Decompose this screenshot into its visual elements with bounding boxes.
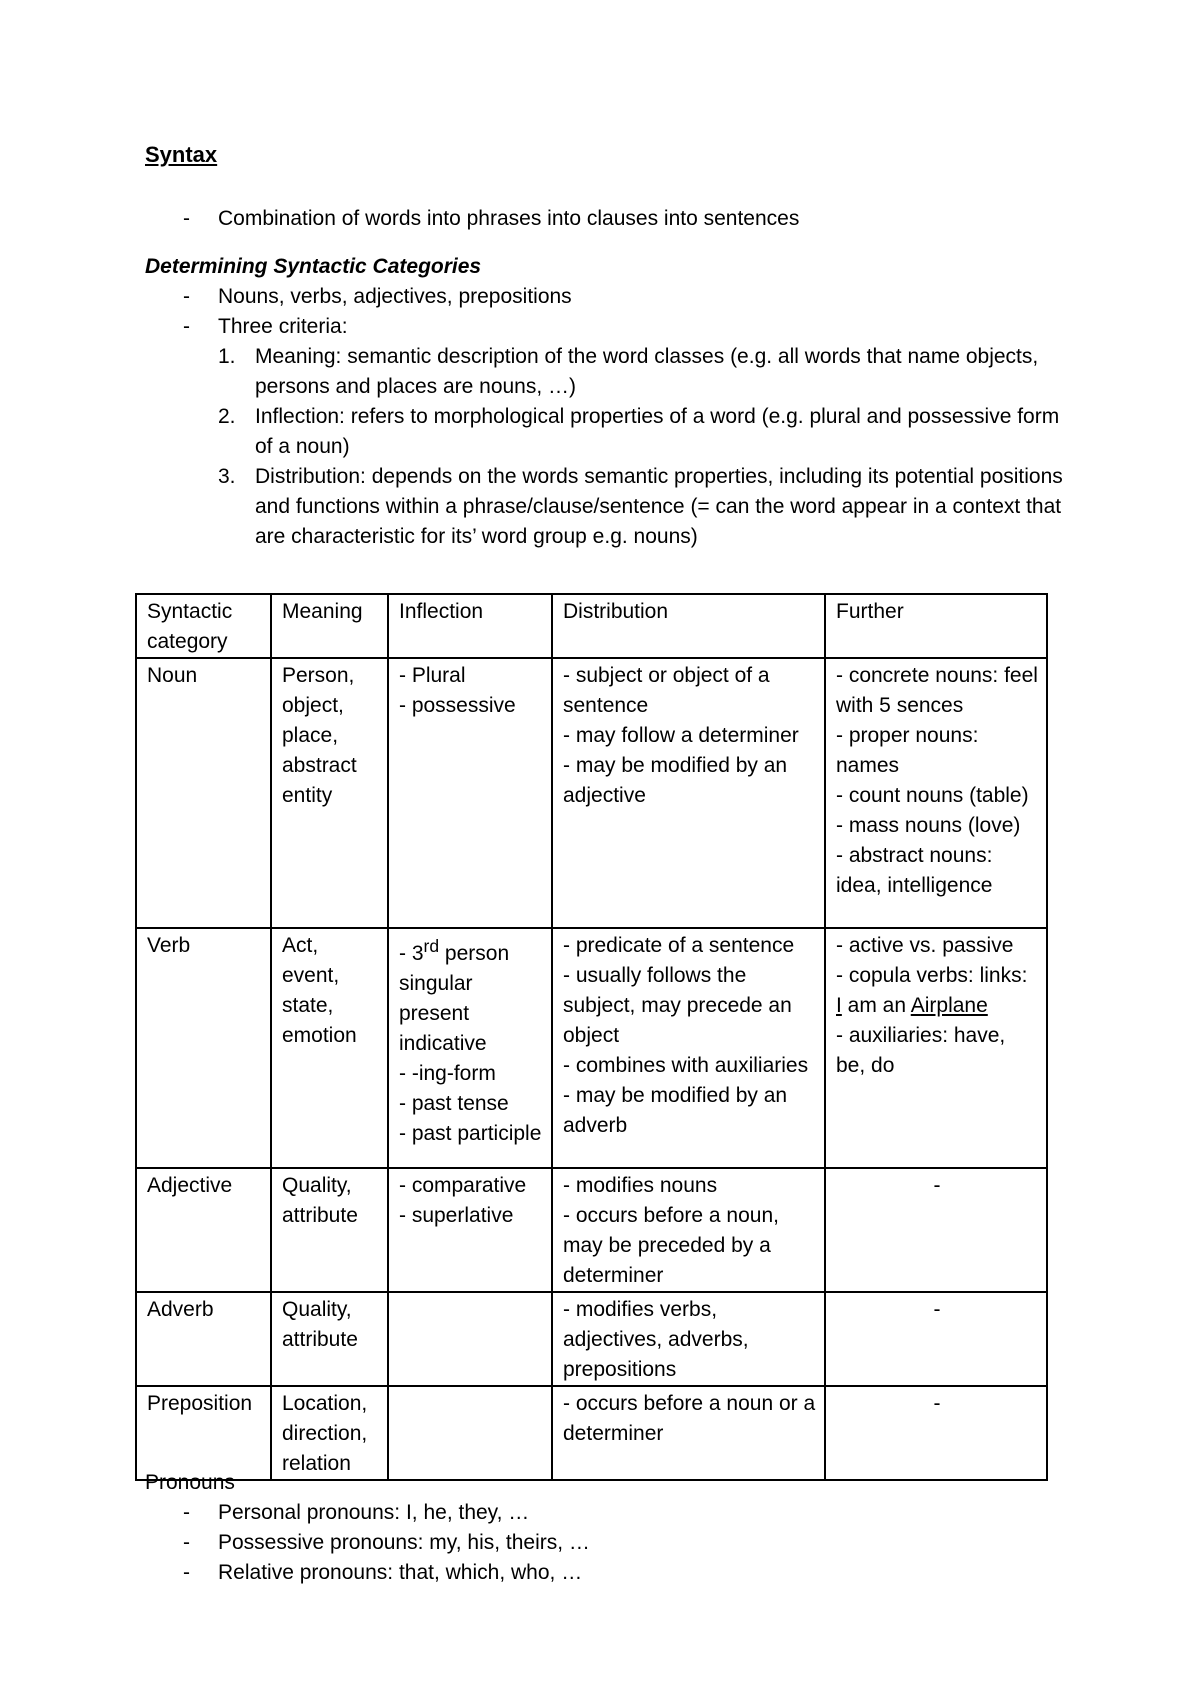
criteria-list [145,342,1065,552]
inflection-cell [388,1386,552,1480]
category-list [145,282,1065,342]
cell-line: - modifies verbs, adjectives, adverbs, prepositions [563,1298,749,1381]
cell-line: - mass nouns (love) [836,814,1021,837]
meaning-cell: Person, object, place, abstract entity [271,658,388,928]
item-number: 1. [218,345,236,368]
table-row [136,658,1047,928]
cell-line: - may be modified by an adverb [563,1084,788,1137]
table-header-row [136,594,1047,658]
section-heading: Determining Syntactic Categories [145,255,482,278]
table-row [136,1292,1047,1386]
cell-line: - auxiliaries: have, be, do [836,1024,1006,1077]
line-text: am an [841,994,911,1017]
cell-line: - may follow a determiner [563,724,799,747]
cell-line: - -ing-form [399,1062,496,1085]
header-cell: Further [825,594,1047,658]
category-cell: Adverb [136,1292,271,1386]
item-number: 3. [218,465,236,488]
table-row [136,1168,1047,1292]
further-cell: - [825,1292,1047,1386]
page-title: Syntax [145,142,218,167]
superscript: rd [423,936,440,956]
inflection-cell [388,658,552,928]
header-cell: Meaning [271,594,388,658]
meaning-cell: Quality, attribute [271,1168,388,1292]
distribution-cell [552,1386,825,1480]
cell-line: - concrete nouns: feel with 5 sences [836,664,1038,717]
cell-line: - abstract nouns: idea, intelligence [836,844,993,897]
header-cell: Distribution [552,594,825,658]
category-cell: Preposition [136,1386,271,1480]
item-text: Inflection: refers to morphological properties of a word (e.g. plural and possessive form of a noun) [255,405,1060,458]
cell-line: - occurs before a noun, may be preceded by a determiner [563,1204,779,1287]
header-cell: Syntactic category [136,594,271,658]
item-number: 2. [218,405,236,428]
document-body [145,140,1065,552]
further-cell [825,928,1047,1168]
further-cell: - [825,1386,1047,1480]
cell-line: - combines with auxiliaries [563,1054,809,1077]
category-cell: Adjective [136,1168,271,1292]
list-item: - Personal pronouns: I, he, they, … [145,1498,1065,1528]
cell-line: - usually follows the subject, may precede an object [563,964,792,1047]
inflection-cell [388,1292,552,1386]
cell-line: - possessive [399,694,516,717]
category-cell: Verb [136,928,271,1168]
item-text: Meaning: semantic description of the word classes (e.g. all words that name objects, persons and places are nouns, …) [255,345,1039,398]
cell-line: - past participle [399,1122,542,1145]
meaning-cell: Quality, attribute [271,1292,388,1386]
criteria-item [218,462,1065,552]
list-item: - Three criteria: [145,312,1065,342]
underlined-word: Airplane [910,994,988,1017]
table-row [136,928,1047,1168]
pronouns-list [145,1498,1065,1588]
criteria-item [218,402,1065,462]
cell-line: - modifies nouns [563,1174,718,1197]
distribution-cell [552,658,825,928]
list-item: - Possessive pronouns: my, his, theirs, … [145,1528,1065,1558]
cell-line: - count nouns (table) [836,784,1029,807]
list-item: - Nouns, verbs, adjectives, prepositions [145,282,1065,312]
criteria-item [218,342,1065,402]
cell-line: - predicate of a sentence [563,934,795,957]
further-cell [825,658,1047,928]
cell-line: - Plural [399,664,466,687]
distribution-cell [552,928,825,1168]
pronouns-section [145,1468,1065,1588]
pronouns-heading: Pronouns [145,1471,235,1494]
cell-line [399,931,543,1059]
line-text: - copula verbs: links: [836,964,1028,987]
line-text: - 3 [399,942,424,965]
intro-list [145,204,1065,234]
table-row [136,1386,1047,1480]
list-item: - Combination of words into phrases into clauses into sentences [145,204,1065,234]
header-cell: Inflection [388,594,552,658]
cell-line: - subject or object of a sentence [563,664,770,717]
syntactic-category-table [135,593,1048,1481]
distribution-cell [552,1292,825,1386]
cell-line: - occurs before a noun or a determiner [563,1392,816,1445]
category-cell: Noun [136,658,271,928]
inflection-cell [388,928,552,1168]
inflection-cell [388,1168,552,1292]
distribution-cell [552,1168,825,1292]
underlined-word: I [836,994,842,1017]
cell-line: - proper nouns: names [836,724,979,777]
cell-line: - comparative [399,1174,527,1197]
further-cell: - [825,1168,1047,1292]
cell-line: - may be modified by an adjective [563,754,788,807]
cell-line: - past tense [399,1092,509,1115]
cell-line: - active vs. passive [836,934,1014,957]
meaning-cell: Act, event, state, emotion [271,928,388,1168]
line-text: person singular present indicative [399,942,510,1055]
cell-line [836,961,1038,1021]
cell-line: - superlative [399,1204,514,1227]
list-item: - Relative pronouns: that, which, who, … [145,1558,1065,1588]
meaning-cell: Location, direction, relation [271,1386,388,1480]
item-text: Distribution: depends on the words semantic properties, including its potential positions and functions within a phrase/clause/sentence (= can the word appear in a context that are characteristic for its’ word group e.g. nouns) [255,465,1063,548]
